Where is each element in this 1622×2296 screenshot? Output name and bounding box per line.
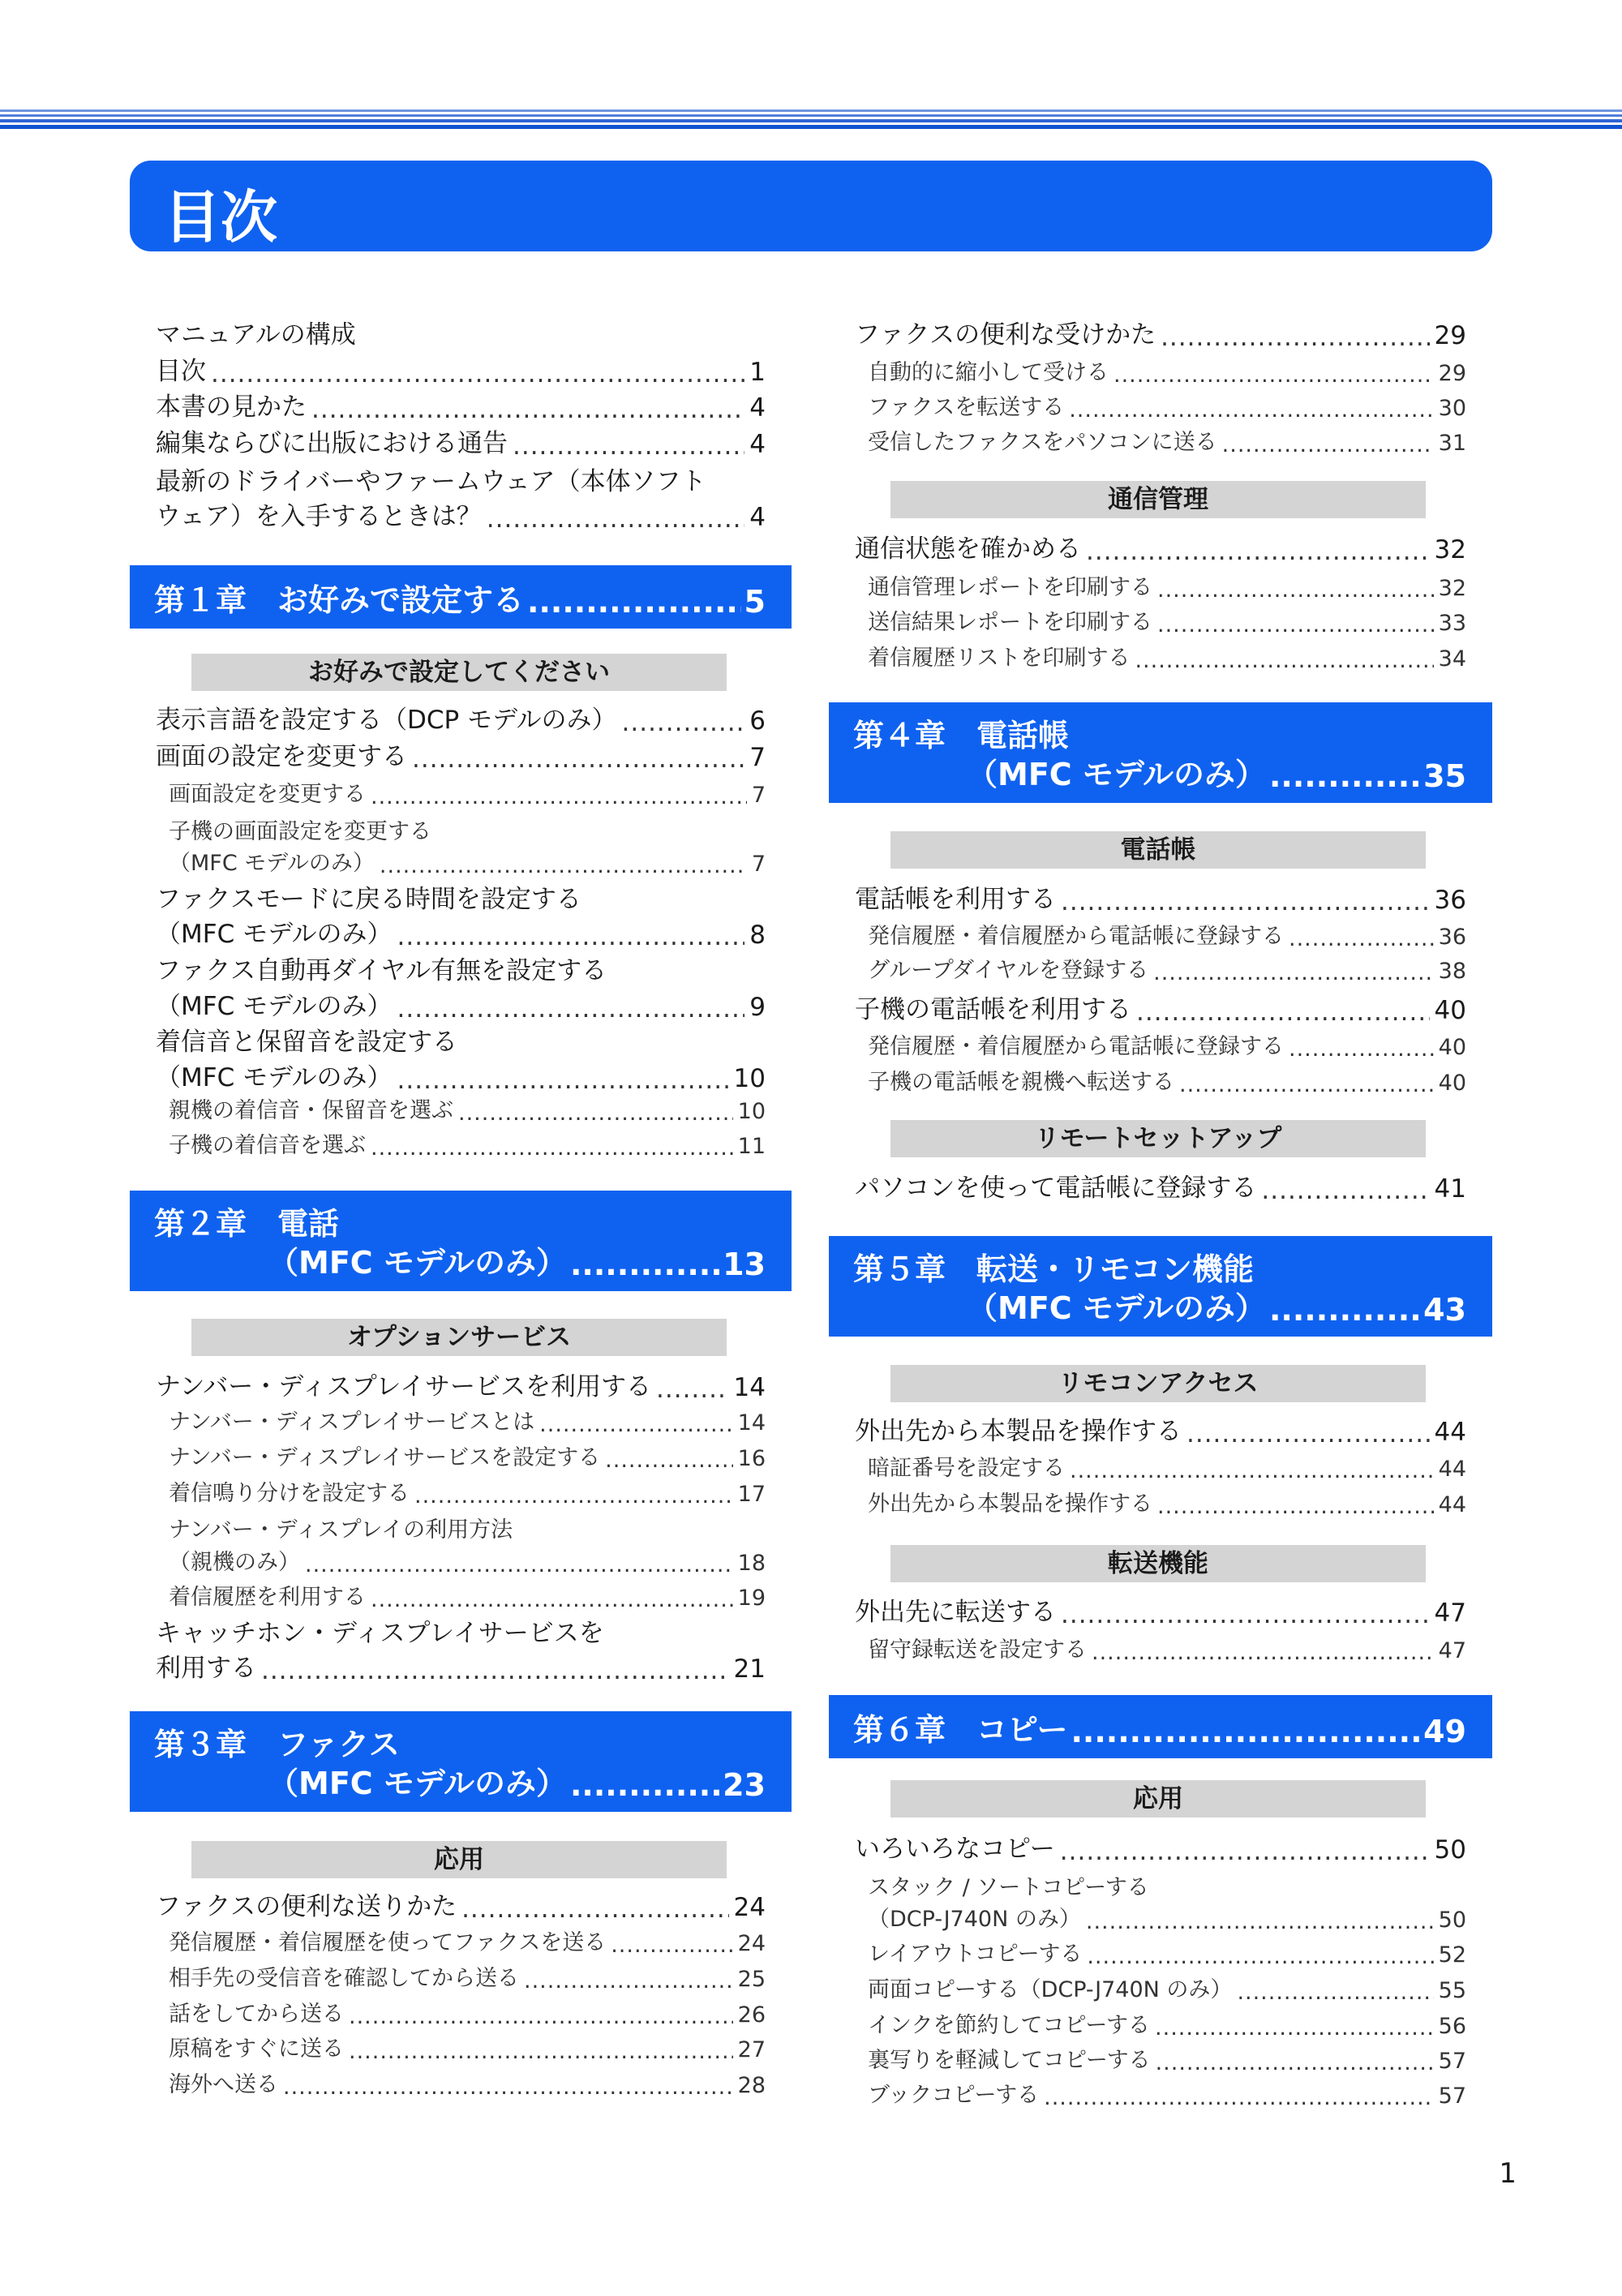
toc-entry-text: 表示言語を設定する（DCP モデルのみ） bbox=[156, 706, 617, 735]
dot-leader bbox=[527, 584, 741, 620]
toc-page-number: 47 bbox=[1434, 1599, 1466, 1628]
dot-leader bbox=[1153, 962, 1434, 984]
toc-entry-text: 子機の電話帳を親機へ転送する bbox=[868, 1070, 1174, 1095]
dot-leader bbox=[397, 1068, 729, 1093]
toc-subentry[interactable] bbox=[868, 388, 1466, 421]
toc-entry[interactable] bbox=[156, 1648, 766, 1684]
dot-leader bbox=[570, 1247, 719, 1282]
toc-entry[interactable] bbox=[855, 989, 1466, 1025]
toc-subentry[interactable] bbox=[868, 917, 1466, 950]
dot-leader bbox=[371, 1137, 733, 1159]
toc-entry[interactable] bbox=[156, 914, 766, 950]
toc-entry-text: 送信結果レポートを印刷する bbox=[868, 610, 1152, 635]
toc-page-number: 29 bbox=[1434, 321, 1466, 350]
toc-page-number: 30 bbox=[1438, 396, 1466, 421]
dot-leader bbox=[1136, 1000, 1430, 1025]
section-heading: 転送機能 bbox=[890, 1545, 1426, 1582]
dot-leader bbox=[1186, 1422, 1430, 1447]
toc-entry-text: 子機の画面設定を変更する bbox=[169, 819, 431, 844]
dot-leader bbox=[1269, 758, 1420, 794]
dot-leader bbox=[1157, 579, 1434, 601]
toc-entry-text: （MFC モデルのみ） bbox=[169, 851, 375, 876]
dot-leader bbox=[1222, 434, 1434, 456]
dot-leader bbox=[524, 1970, 733, 1992]
dot-leader bbox=[261, 1659, 729, 1684]
toc-page-number: 34 bbox=[1438, 646, 1466, 672]
dot-leader bbox=[539, 1414, 732, 1436]
toc-page-number: 14 bbox=[733, 1373, 766, 1402]
toc-entry-text: 目次 bbox=[156, 357, 206, 386]
toc-subentry[interactable] bbox=[169, 775, 766, 808]
toc-page-number: 9 bbox=[749, 993, 766, 1022]
chapter-page-number: 35 bbox=[1423, 758, 1466, 794]
toc-page-number: 1 bbox=[749, 358, 766, 387]
toc-page-number: 55 bbox=[1438, 1978, 1466, 2003]
toc-entry[interactable] bbox=[855, 529, 1466, 564]
toc-entry-text: ブックコピーする bbox=[868, 2083, 1040, 2108]
section-heading: リモートセットアップ bbox=[890, 1120, 1426, 1157]
section-heading: オプションサービス bbox=[191, 1319, 727, 1356]
dot-leader bbox=[311, 397, 744, 423]
toc-entry-text: 着信音と保留音を設定する bbox=[156, 1028, 457, 1057]
dot-leader bbox=[1179, 1074, 1434, 1096]
toc-entry-text: 通信管理レポートを印刷する bbox=[868, 575, 1152, 600]
dot-leader bbox=[487, 507, 745, 532]
toc-page-number: 19 bbox=[737, 1586, 766, 1611]
chapter-page-number: 5 bbox=[744, 584, 766, 620]
dot-leader bbox=[305, 1554, 733, 1576]
toc-page-number: 24 bbox=[733, 1893, 766, 1922]
toc-subentry[interactable] bbox=[868, 603, 1466, 636]
dot-leader bbox=[611, 1934, 732, 1956]
toc-subentry[interactable] bbox=[169, 1474, 766, 1507]
toc-page-number: 11 bbox=[737, 1134, 766, 1159]
toc-entry-text: 発信履歴・着信履歴を使ってファクスを送る bbox=[169, 1930, 607, 1955]
toc-entry-text: 外出先に転送する bbox=[855, 1598, 1056, 1627]
toc-page-number: 56 bbox=[1438, 2014, 1466, 2039]
dot-leader bbox=[397, 997, 745, 1022]
toc-entry-text: 子機の電話帳を利用する bbox=[855, 995, 1131, 1024]
dot-leader bbox=[1157, 1496, 1434, 1517]
toc-entry-text: いろいろなコピー bbox=[855, 1835, 1055, 1864]
toc-page-number: 33 bbox=[1438, 611, 1466, 636]
chapter-title: 第５章 転送・リモコン機能 bbox=[853, 1251, 1255, 1287]
toc-page-number: 47 bbox=[1438, 1638, 1466, 1663]
toc-page-number: 4 bbox=[749, 430, 766, 459]
toc-entry[interactable] bbox=[156, 700, 766, 736]
toc-subentry[interactable] bbox=[169, 2066, 766, 2098]
chapter-label: （MFC モデルのみ） bbox=[967, 757, 1266, 792]
dot-leader bbox=[371, 1589, 733, 1611]
toc-page-number: 7 bbox=[751, 783, 766, 808]
toc-entry[interactable] bbox=[855, 1592, 1466, 1628]
chapter-title: 第２章 電話 bbox=[154, 1206, 340, 1242]
section-heading: 通信管理 bbox=[890, 481, 1426, 518]
chapter-6-banner[interactable] bbox=[829, 1695, 1492, 1758]
toc-subentry[interactable] bbox=[169, 1959, 766, 1992]
toc-entry-text: （MFC モデルのみ） bbox=[156, 992, 393, 1021]
toc-subentry[interactable] bbox=[868, 1971, 1466, 2003]
toc-subentry[interactable] bbox=[868, 1900, 1466, 1933]
toc-entry[interactable] bbox=[855, 1829, 1466, 1865]
toc-entry[interactable] bbox=[156, 1058, 766, 1093]
toc-entry-text: 最新のドライバーやファームウェア（本体ソフト bbox=[156, 467, 706, 496]
chapter-2-banner[interactable] bbox=[130, 1191, 792, 1291]
dot-leader bbox=[349, 2006, 733, 2028]
toc-page-number: 57 bbox=[1438, 2049, 1466, 2074]
toc-entry-text: ファクスの便利な送りかた bbox=[156, 1892, 457, 1921]
toc-entry-text: 発信履歴・着信履歴から電話帳に登録する bbox=[868, 924, 1284, 949]
toc-page-number: 32 bbox=[1438, 576, 1466, 601]
toc-entry-text: 裏写りを軽減してコピーする bbox=[868, 2048, 1151, 2073]
dot-leader bbox=[622, 710, 745, 736]
toc-subentry[interactable] bbox=[868, 1485, 1466, 1517]
chapter-label: 第１章 お好みで設定する bbox=[154, 582, 525, 618]
dot-leader bbox=[513, 434, 744, 459]
toc-entry[interactable] bbox=[156, 496, 766, 532]
chapter-5-banner[interactable] bbox=[829, 1236, 1492, 1337]
toc-page-number: 44 bbox=[1438, 1457, 1466, 1482]
dot-leader bbox=[1044, 2087, 1434, 2109]
toc-subentry[interactable] bbox=[868, 2041, 1466, 2074]
toc-page-number: 21 bbox=[733, 1654, 766, 1684]
dot-leader bbox=[1161, 325, 1429, 350]
toc-page-number: 25 bbox=[737, 1967, 766, 1992]
dot-leader bbox=[605, 1449, 732, 1471]
toc-page-number: 38 bbox=[1438, 959, 1466, 984]
toc-subentry[interactable] bbox=[169, 1439, 766, 1471]
section-heading: リモコンアクセス bbox=[890, 1365, 1426, 1402]
toc-page-number: 4 bbox=[749, 393, 766, 423]
toc-subentry[interactable] bbox=[169, 2030, 766, 2062]
chapter-title bbox=[853, 1705, 1466, 1749]
toc-subentry[interactable] bbox=[868, 1028, 1466, 1060]
toc-entry-text: ファクス自動再ダイヤル有無を設定する bbox=[156, 956, 607, 985]
dot-leader bbox=[283, 2076, 733, 2098]
toc-entry-text: 親機の着信音・保留音を選ぶ bbox=[169, 1098, 453, 1123]
toc-entry-text: 受信したファクスをパソコンに送る bbox=[868, 430, 1217, 455]
toc-entry-text: スタック / ソートコピーする bbox=[868, 1875, 1149, 1900]
dot-leader bbox=[414, 1485, 733, 1507]
toc-page-number: 10 bbox=[737, 1099, 766, 1124]
toc-page-number: 29 bbox=[1438, 361, 1466, 386]
toc-subentry[interactable] bbox=[868, 569, 1466, 601]
toc-page-number: 27 bbox=[737, 2037, 766, 2062]
toc-entry-text: 原稿をすぐに送る bbox=[169, 2036, 344, 2062]
toc-page-number: 4 bbox=[749, 503, 766, 532]
toc-page-number: 50 bbox=[1438, 1908, 1466, 1933]
toc-entry-text: 着信履歴リストを印刷する bbox=[868, 646, 1131, 671]
toc-entry-text: 電話帳を利用する bbox=[855, 885, 1056, 914]
dot-leader bbox=[1071, 1714, 1420, 1749]
toc-entry-text: 利用する bbox=[156, 1654, 256, 1683]
toc-entry-text: ナンバー・ディスプレイサービスを設定する bbox=[169, 1445, 601, 1470]
toc-page-number: 28 bbox=[737, 2073, 766, 2098]
toc-page-number: 16 bbox=[737, 1446, 766, 1471]
dot-leader bbox=[1092, 1642, 1434, 1663]
toc-entry-text: 発信履歴・着信履歴から電話帳に登録する bbox=[868, 1034, 1284, 1059]
toc-subentry[interactable] bbox=[868, 1631, 1466, 1663]
dot-leader bbox=[1237, 1981, 1433, 2003]
toc-entry-text: 着信鳴り分けを設定する bbox=[169, 1481, 410, 1506]
toc-entry-text: （親機のみ） bbox=[169, 1550, 300, 1575]
toc-entry-text: ウェア）を入手するときは？ bbox=[156, 502, 482, 531]
dot-leader bbox=[570, 1767, 719, 1803]
toc-page-number: 18 bbox=[737, 1551, 766, 1576]
dot-leader bbox=[1135, 650, 1433, 672]
chapter-4-banner[interactable] bbox=[829, 702, 1492, 803]
toc-page-number: 24 bbox=[737, 1931, 766, 1956]
toc-entry-text: 編集ならびに出版における通告 bbox=[156, 429, 508, 458]
toc-page-number: 14 bbox=[737, 1410, 766, 1436]
toc-page-number: 44 bbox=[1434, 1418, 1466, 1447]
toc-entry[interactable] bbox=[156, 1886, 766, 1922]
toc-page-number: 7 bbox=[751, 852, 766, 877]
toc-subentry[interactable] bbox=[868, 1063, 1466, 1096]
toc-subentry[interactable] bbox=[868, 1449, 1466, 1482]
chapter-label: （MFC モデルのみ） bbox=[268, 1245, 567, 1281]
dot-leader bbox=[1269, 1292, 1420, 1328]
toc-page-number: 57 bbox=[1438, 2084, 1466, 2109]
dot-leader bbox=[1157, 614, 1434, 636]
toc-entry[interactable] bbox=[156, 315, 766, 350]
toc-entry-text: 通信状態を確かめる bbox=[855, 534, 1081, 564]
dot-leader bbox=[1086, 539, 1430, 564]
toc-entry-text: 子機の着信音を選ぶ bbox=[169, 1133, 366, 1158]
section-heading: お好みで設定してください bbox=[191, 654, 727, 691]
toc-page-number: 31 bbox=[1438, 431, 1466, 456]
toc-entry[interactable] bbox=[855, 315, 1466, 350]
chapter-page-number: 43 bbox=[1423, 1292, 1466, 1328]
toc-subentry[interactable] bbox=[169, 1543, 766, 1576]
toc-subentry[interactable] bbox=[169, 1092, 766, 1124]
toc-entry-text: ファクスの便利な受けかた bbox=[855, 320, 1156, 350]
dot-leader bbox=[1086, 1911, 1434, 1933]
chapter-page-number: 23 bbox=[723, 1767, 766, 1803]
toc-entry-text: グループダイヤルを登録する bbox=[868, 958, 1149, 983]
chapter-title: 第３章 ファクス bbox=[154, 1727, 400, 1762]
dot-leader bbox=[458, 1102, 733, 1124]
toc-page-number: 41 bbox=[1434, 1174, 1466, 1204]
toc-entry[interactable] bbox=[156, 1367, 766, 1402]
dot-leader bbox=[371, 786, 747, 808]
toc-page-number: 50 bbox=[1434, 1835, 1466, 1865]
dot-leader bbox=[349, 2041, 733, 2062]
chapter-title: 第４章 電話帳 bbox=[853, 718, 1070, 753]
dot-leader bbox=[397, 925, 745, 950]
toc-page-number: 36 bbox=[1434, 886, 1466, 915]
toc-page-number: 7 bbox=[749, 743, 766, 772]
toc-entry-text: 画面設定を変更する bbox=[169, 782, 366, 807]
chapter-subtitle bbox=[967, 1283, 1466, 1328]
dot-leader bbox=[1289, 1038, 1434, 1060]
toc-subentry[interactable] bbox=[169, 1403, 766, 1436]
section-heading: 電話帳 bbox=[890, 831, 1426, 869]
toc-subentry[interactable] bbox=[868, 2076, 1466, 2109]
dot-leader bbox=[1060, 1839, 1430, 1865]
toc-entry-text: 留守録転送を設定する bbox=[868, 1637, 1087, 1663]
toc-entry[interactable] bbox=[156, 387, 766, 423]
toc-page-number: 17 bbox=[737, 1482, 766, 1507]
toc-entry-text: 着信履歴を利用する bbox=[169, 1585, 366, 1610]
toc-entry-text: 海外へ送る bbox=[169, 2072, 278, 2097]
toc-entry-text: ファクスを転送する bbox=[868, 395, 1065, 420]
toc-subentry[interactable] bbox=[169, 1924, 766, 1956]
toc-entry[interactable] bbox=[156, 986, 766, 1022]
section-heading: 応用 bbox=[890, 1780, 1426, 1817]
toc-entry-text: 外出先から本製品を操作する bbox=[855, 1417, 1182, 1446]
toc-page-number: 26 bbox=[737, 2002, 766, 2028]
toc-entry-text: 外出先から本製品を操作する bbox=[868, 1491, 1152, 1517]
toc-subentry[interactable] bbox=[169, 1578, 766, 1611]
chapter-3-banner[interactable] bbox=[130, 1711, 792, 1812]
toc-entry-text: 両面コピーする（DCP-J740N のみ） bbox=[868, 1977, 1233, 2002]
toc-entry[interactable] bbox=[855, 1411, 1466, 1447]
dot-leader bbox=[461, 1897, 728, 1922]
dot-leader bbox=[656, 1377, 729, 1402]
toc-entry-text: （MFC モデルのみ） bbox=[156, 1063, 393, 1092]
toc-subentry[interactable] bbox=[169, 1127, 766, 1159]
dot-leader bbox=[380, 855, 747, 877]
toc-subentry[interactable] bbox=[169, 844, 766, 877]
chapter-page-number: 49 bbox=[1423, 1714, 1466, 1749]
chapter-subtitle bbox=[268, 1758, 766, 1803]
toc-entry[interactable] bbox=[156, 351, 766, 387]
toc-entry-text: ナンバー・ディスプレイの利用方法 bbox=[169, 1517, 513, 1543]
toc-entry-text: ナンバー・ディスプレイサービスを利用する bbox=[156, 1372, 652, 1401]
dot-leader bbox=[1069, 399, 1433, 421]
dot-leader bbox=[1061, 890, 1430, 915]
toc-entry-text: ナンバー・ディスプレイサービスとは bbox=[169, 1410, 535, 1435]
chapter-label: 第６章 コピー bbox=[853, 1712, 1068, 1748]
toc-subentry[interactable] bbox=[169, 1995, 766, 2028]
toc-entry-text: ファクスモードに戻る時間を設定する bbox=[156, 885, 581, 914]
dot-leader bbox=[1261, 1178, 1429, 1204]
toc-entry-text: 話をしてから送る bbox=[169, 2002, 344, 2027]
section-heading: 応用 bbox=[191, 1841, 727, 1878]
dot-leader bbox=[1087, 1946, 1433, 1968]
toc-entry[interactable] bbox=[855, 879, 1466, 915]
header-rule bbox=[0, 109, 1622, 134]
toc-entry-text: レイアウトコピーする bbox=[868, 1942, 1083, 1967]
toc-page-number: 10 bbox=[733, 1064, 766, 1093]
toc-subentry[interactable] bbox=[868, 354, 1466, 386]
toc-entry[interactable] bbox=[156, 736, 766, 772]
dot-leader bbox=[211, 362, 744, 387]
toc-entry[interactable] bbox=[156, 423, 766, 459]
chapter-subtitle bbox=[967, 749, 1466, 794]
dot-leader bbox=[1061, 1603, 1430, 1628]
chapter-title bbox=[154, 575, 766, 620]
toc-subentry[interactable] bbox=[868, 2006, 1466, 2039]
chapter-subtitle bbox=[268, 1238, 766, 1282]
toc-entry-text: 自動的に縮小して受ける bbox=[868, 360, 1109, 385]
toc-subentry[interactable] bbox=[868, 1935, 1466, 1968]
toc-page-number: 44 bbox=[1438, 1492, 1466, 1517]
title-banner bbox=[130, 161, 1492, 251]
toc-entry-text: キャッチホン・ディスプレイサービスを bbox=[156, 1619, 604, 1648]
toc-page-number: 40 bbox=[1434, 996, 1466, 1025]
toc-subentry[interactable] bbox=[868, 639, 1466, 672]
dot-leader bbox=[1114, 364, 1434, 386]
toc-entry-text: （DCP-J740N のみ） bbox=[868, 1907, 1081, 1932]
toc-page-number: 36 bbox=[1438, 925, 1466, 950]
page-number: 1 bbox=[1499, 2157, 1517, 2190]
toc-entry-text: マニュアルの構成 bbox=[156, 320, 356, 350]
toc-entry-text: 本書の見かた bbox=[156, 393, 307, 422]
toc-entry-text: （MFC モデルのみ） bbox=[156, 920, 393, 949]
toc-page-number: 52 bbox=[1438, 1942, 1466, 1968]
dot-leader bbox=[1289, 928, 1434, 950]
toc-page-number: 8 bbox=[749, 921, 766, 950]
chapter-label: （MFC モデルのみ） bbox=[268, 1766, 567, 1801]
toc-entry-text: 暗証番号を設定する bbox=[868, 1456, 1065, 1481]
toc-entry-text: 相手先の受信音を確認してから送る bbox=[169, 1966, 519, 1991]
chapter-page-number: 13 bbox=[723, 1247, 766, 1282]
toc-page-number: 40 bbox=[1438, 1035, 1466, 1060]
toc-entry-text: インクを節約してコピーする bbox=[868, 2013, 1151, 2038]
toc-page-number: 40 bbox=[1438, 1071, 1466, 1096]
toc-entry-text: 画面の設定を変更する bbox=[156, 742, 407, 771]
toc-page-number: 6 bbox=[749, 706, 766, 736]
chapter-label: （MFC モデルのみ） bbox=[967, 1290, 1266, 1326]
dot-leader bbox=[1156, 2052, 1434, 2074]
toc-subentry[interactable] bbox=[868, 423, 1466, 456]
page-title: 目次 bbox=[164, 184, 277, 251]
chapter-1-banner[interactable] bbox=[130, 565, 792, 629]
toc-subentry[interactable] bbox=[868, 951, 1466, 984]
dot-leader bbox=[1155, 2017, 1434, 2039]
dot-leader bbox=[1070, 1460, 1434, 1482]
toc-page-number: 32 bbox=[1434, 535, 1466, 564]
toc-entry-text: パソコンを使って電話帳に登録する bbox=[855, 1174, 1257, 1203]
toc-entry[interactable] bbox=[855, 1168, 1466, 1204]
dot-leader bbox=[412, 747, 744, 772]
